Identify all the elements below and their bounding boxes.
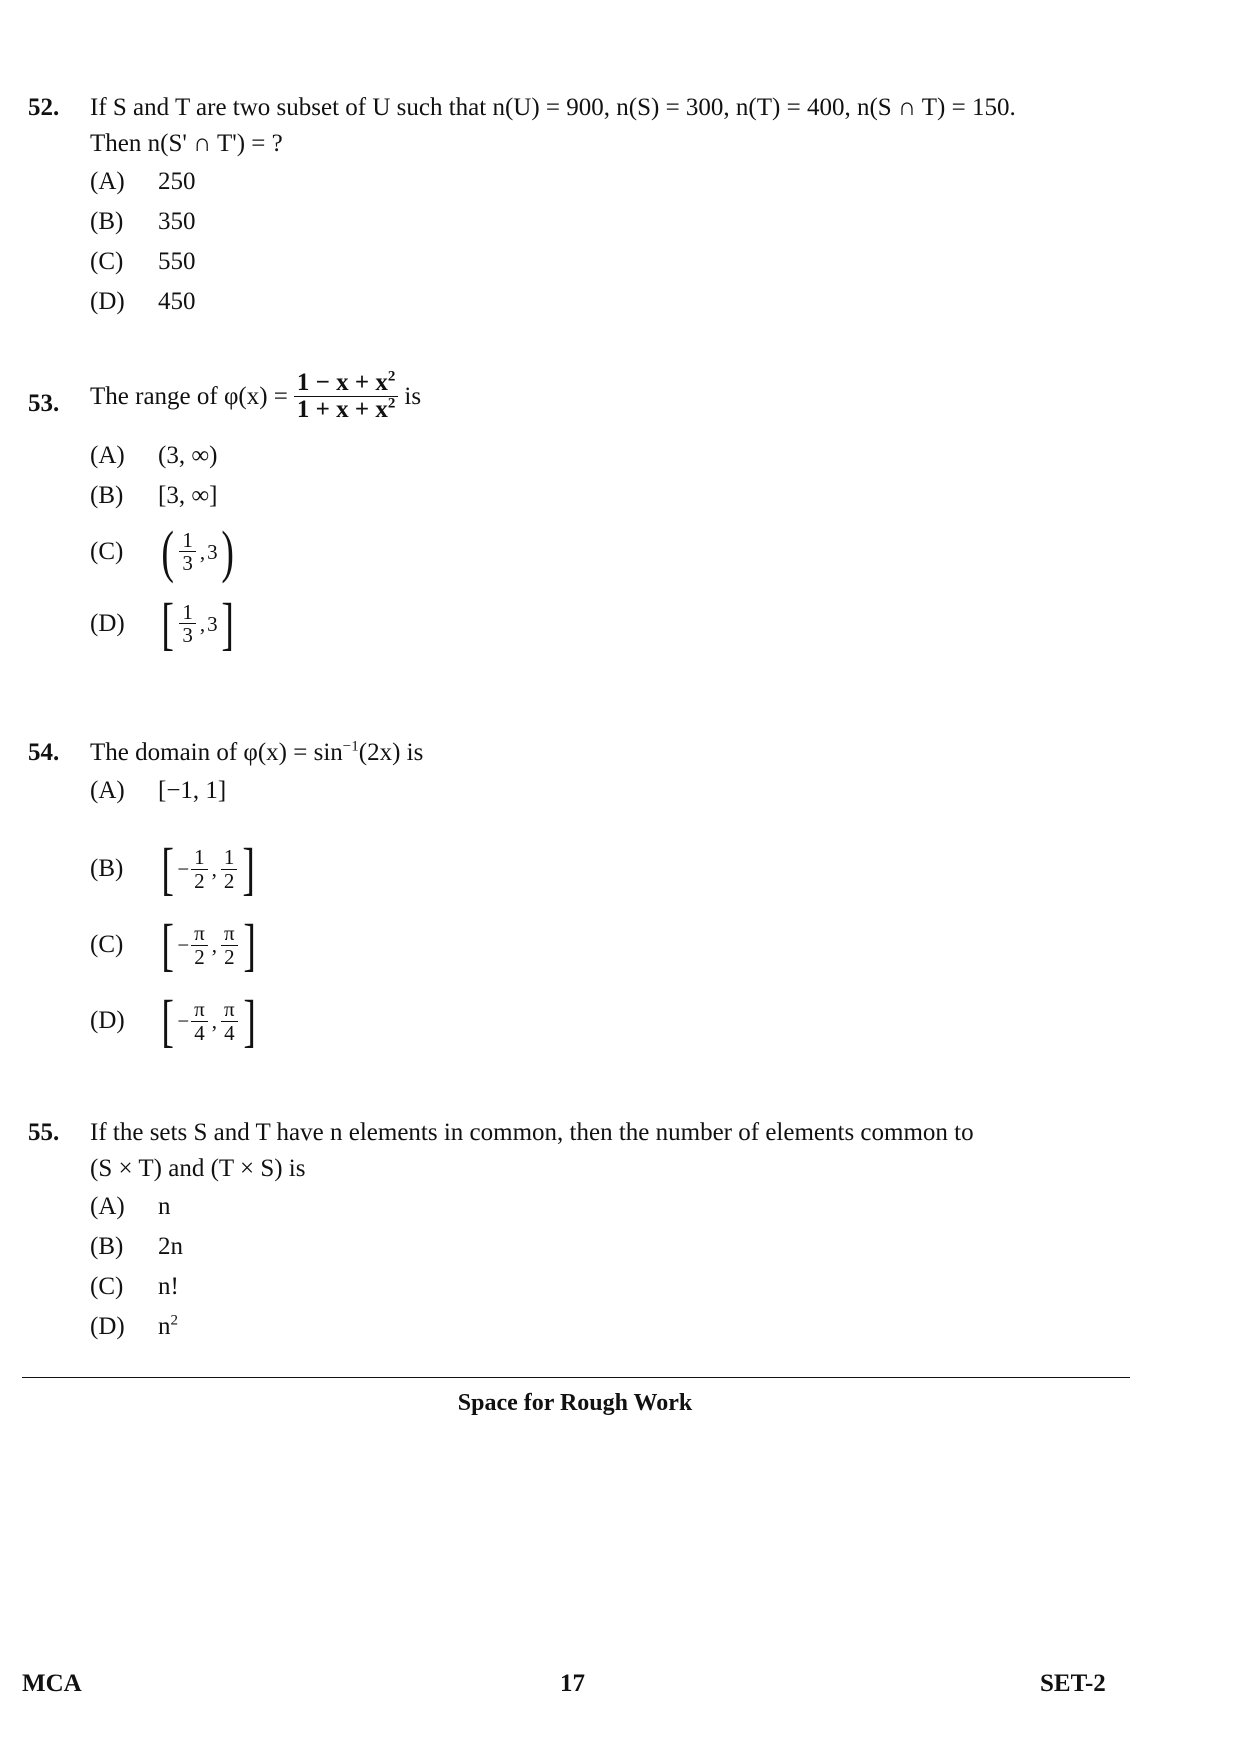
question-number: 55. [28,1119,60,1146]
option-c [90,907,1128,983]
question-text [90,1115,1128,1187]
close-bracket: ] [220,590,234,656]
question-text-line-2: Then n(S' ∩ T') = ? [90,130,283,157]
question-text-line-1: If the sets S and T have n elements in common, then the number of elements common to [90,1119,974,1146]
option-b [90,1227,1128,1267]
question-text: The domain of $\varphi(x) = \sin^{-1}(2x)$ is [90,738,424,766]
option-c [90,1267,1128,1307]
question-text [90,370,1128,424]
open-bracket: ( [161,518,174,584]
open-bracket: [ [161,590,174,656]
option-interval: [ $\frac{1}{3}$ , 3 ] [161,590,234,656]
question-text [90,90,1128,162]
option-a [90,771,1128,811]
option-number: 3 [207,611,218,636]
option-b [90,831,1128,907]
question-54 [28,735,1128,1059]
footer-left: MCA [22,1670,82,1697]
option-label: (C) [90,931,124,958]
option-label: (A) [90,777,125,804]
question-text-prefix: The range of φ(x) = [90,382,288,410]
option-label: (D) [90,1007,125,1034]
option-label: (B) [90,481,124,509]
option-a [90,162,1128,202]
question-55 [28,1115,1128,1347]
option-value: n [158,1193,171,1220]
option-value: [−1, 1] [158,777,227,804]
option-label: (D) [90,609,125,637]
option-number: 3 [207,539,218,564]
option-value: $n^2$ [158,1312,178,1340]
option-b [90,202,1128,242]
option-label: (C) [90,248,124,275]
option-label: (C) [90,537,124,565]
page-number: 17 [560,1670,585,1697]
option-label: (B) [90,1233,124,1260]
option-label: (C) [90,1273,124,1300]
option-fraction: $\frac{1}{3}$ [179,601,196,646]
option-label: (B) [90,855,124,882]
option-value: 350 [158,208,196,235]
question-52 [28,90,1128,322]
option-d [90,1307,1128,1347]
option-d [90,282,1128,322]
option-c [90,242,1128,282]
fraction-denominator: $1 + x + x^2$ [296,395,396,424]
question-number: 54. [28,739,60,766]
options-list [90,162,1128,322]
options-list [90,1187,1128,1347]
question-text-suffix: is [404,382,422,410]
option-interval: ( $\frac{1}{3}$ , 3 ) [161,518,234,584]
rough-work-heading: Space for Rough Work [457,1390,693,1416]
option-a [90,1187,1128,1227]
option-value: 450 [158,288,196,315]
option-interval: [ − $\frac{\pi}{4}$ , $\frac{\pi}{4}$ ] [161,988,256,1053]
option-label: (B) [90,208,124,235]
option-label: (D) [90,288,125,315]
option-b [90,476,1128,516]
options-list [90,436,1128,660]
options-list [90,771,1128,1059]
question-53 [28,370,1128,660]
option-interval: [ − $\frac{1}{2}$ , $\frac{1}{2}$ ] [161,836,256,901]
footer-right: SET-2 [1040,1670,1106,1697]
option-value: 550 [158,248,196,275]
option-d [90,588,1128,660]
divider-line [22,1377,1130,1378]
option-label: (A) [90,441,125,469]
option-interval: [ − $\frac{\pi}{2}$ , $\frac{\pi}{2}$ ] [161,912,256,977]
question-text-line-1: If S and T are two subset of U such that n(U) = 900, n(S) = 300, n(T) = 400, n(S ∩ T) = 150. [90,94,1016,121]
question-number: 52. [28,94,60,121]
question-fraction [294,370,399,424]
option-label: (D) [90,1313,125,1340]
option-label: (A) [90,1193,125,1220]
option-value: n! [158,1273,179,1300]
option-a [90,436,1128,476]
close-bracket: ) [220,518,234,584]
fraction-numerator: $1 - x + x^2$ [294,370,399,397]
option-fraction: $\frac{1}{3}$ [179,529,196,574]
option-value: 250 [158,168,196,195]
option-value: 2n [158,1233,183,1260]
question-number: 53. [28,390,60,417]
question-text-line-2: (S × T) and (T × S) is [90,1155,306,1182]
option-d [90,983,1128,1059]
option-c [90,516,1128,588]
option-label: (A) [90,168,125,195]
option-value: (3, ∞) [158,441,218,469]
option-value: [3, ∞] [158,481,218,509]
